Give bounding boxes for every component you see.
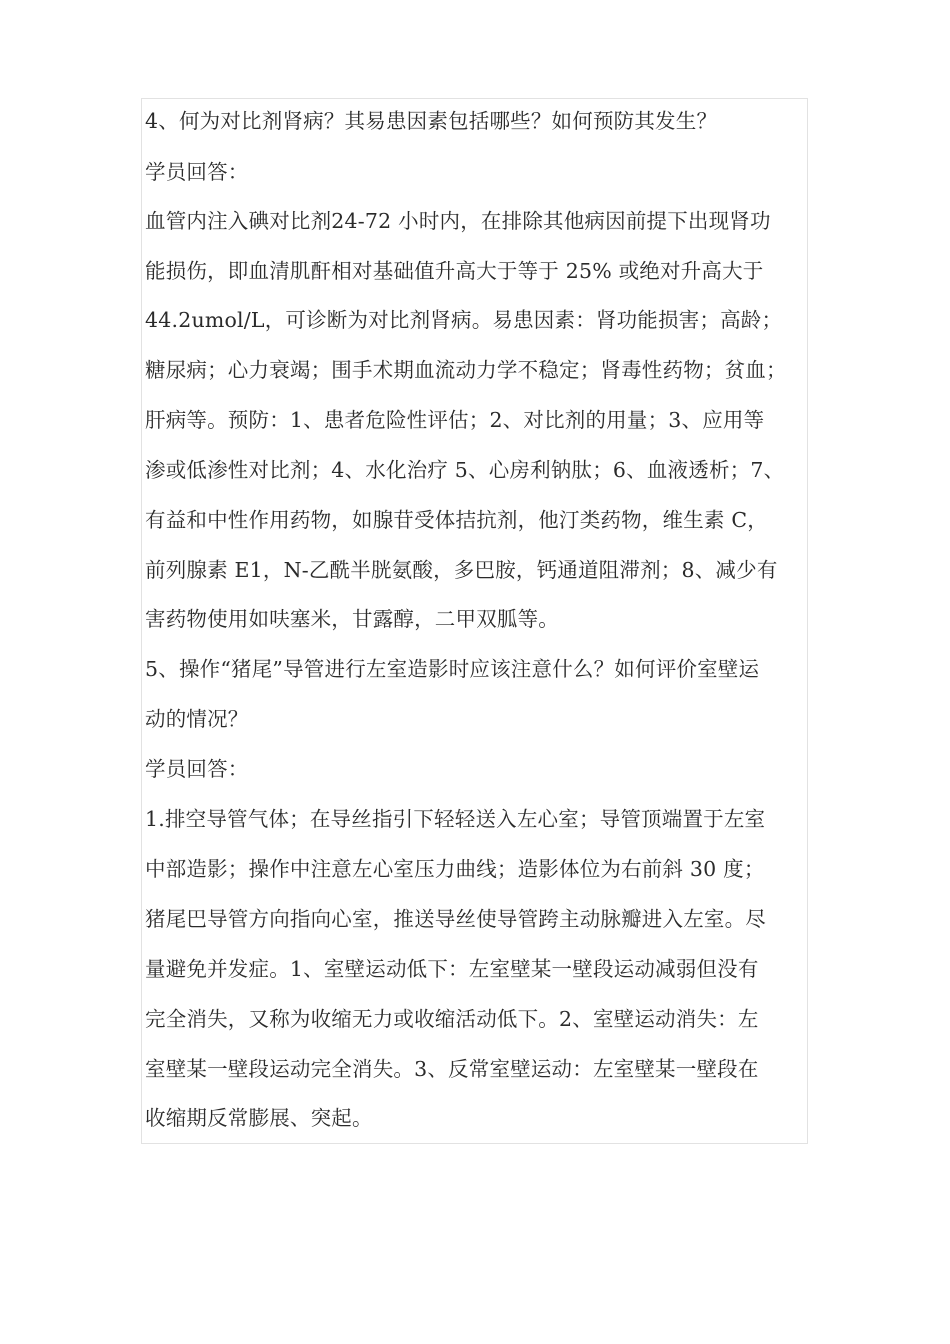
answer-4-line-9: 害药物使用如呋塞米，甘露醇，二甲双胍等。: [145, 607, 559, 631]
answer-4-line-1: 血管内注入碘对比剂24-72 小时内，在排除其他病因前提下出现肾功: [145, 209, 771, 233]
question-5-line-2: 动的情况？: [145, 707, 249, 731]
answer-4-line-2: 能损伤，即血清肌酐相对基础值升高大于等于 25% 或绝对升高大于: [145, 259, 764, 283]
answer-4-line-3: 44.2umol/L，可诊断为对比剂肾病。易患因素：肾功能损害；高龄；: [145, 308, 783, 332]
answer-4-line-6: 渗或低渗性对比剂；4、水化治疗 5、心房利钠肽；6、血液透析；7、: [145, 458, 785, 482]
answer-5-line-6: 室壁某一壁段运动完全消失。3、反常室壁运动：左室壁某一壁段在: [145, 1057, 759, 1081]
answer-5-line-4: 量避免并发症。1、室壁运动低下：左室壁某一壁段运动减弱但没有: [145, 957, 759, 981]
question-5-line-1: 5、操作“猪尾”导管进行左室造影时应该注意什么？如何评价室壁运: [145, 657, 760, 681]
answer-4-line-7: 有益和中性作用药物，如腺苷受体拮抗剂，他汀类药物，维生素 C，: [145, 508, 768, 532]
answer-5-line-5: 完全消失，又称为收缩无力或收缩活动低下。2、室壁运动消失：左: [145, 1007, 759, 1031]
answer-label-q5: 学员回答：: [145, 757, 249, 781]
answer-5-line-2: 中部造影；操作中注意左心室压力曲线；造影体位为右前斜 30 度；: [145, 857, 765, 881]
answer-4-line-4: 糖尿病；心力衰竭；围手术期血流动力学不稳定；肾毒性药物；贫血；: [145, 358, 787, 382]
answer-5-line-7: 收缩期反常膨展、突起。: [145, 1106, 373, 1130]
answer-4-line-8: 前列腺素 E1，N-乙酰半胱氨酸，多巴胺，钙通道阻滞剂；8、减少有: [145, 558, 778, 582]
question-4-line-1: 4、何为对比剂肾病？其易患因素包括哪些？如何预防其发生？: [145, 109, 718, 133]
answer-label-q4: 学员回答：: [145, 160, 249, 184]
answer-4-line-5: 肝病等。预防：1、患者危险性评估；2、对比剂的用量；3、应用等: [145, 408, 765, 432]
answer-5-line-3: 猪尾巴导管方向指向心室，推送导丝使导管跨主动脉瓣进入左室。尽: [145, 907, 766, 931]
answer-5-line-1: 1.排空导管气体；在导丝指引下轻轻送入左心室；导管顶端置于左室: [145, 807, 766, 831]
